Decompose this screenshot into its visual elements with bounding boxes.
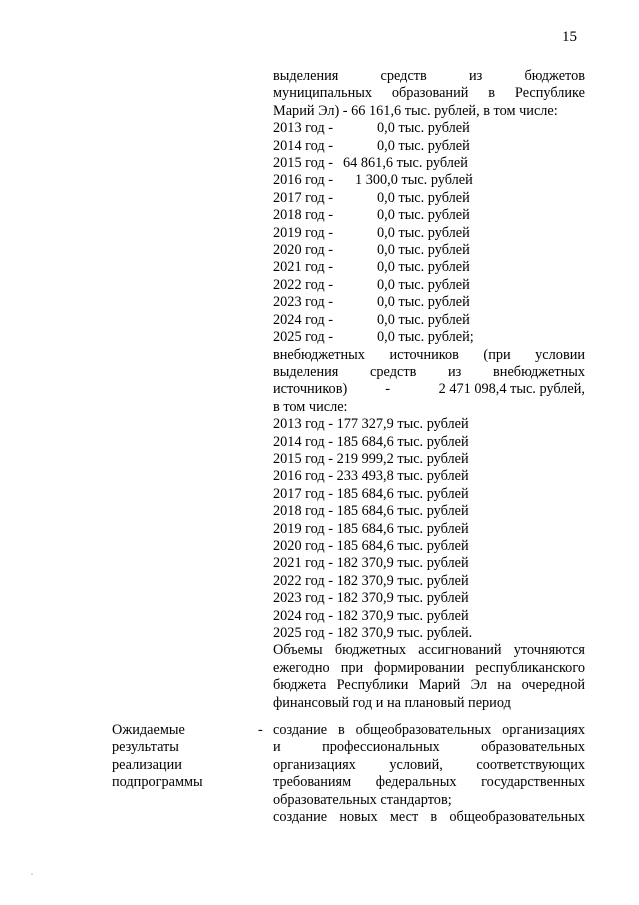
year-amount: 0,0 тыс. рублей bbox=[377, 189, 470, 206]
year-amount: 0,0 тыс. рублей bbox=[377, 259, 470, 276]
label-line: Ожидаемые bbox=[112, 722, 185, 738]
municipal-year-row bbox=[273, 190, 585, 207]
year-amount: 0,0 тыс. рублей bbox=[377, 294, 470, 311]
results-line-1: создание в общеобразовательных организациях bbox=[273, 722, 585, 738]
extrabudget-year-row: 2016 год - 233 493,8 тыс. рублей bbox=[273, 468, 469, 485]
note-line-3: бюджета Республики Марий Эл на очередной bbox=[273, 677, 585, 694]
extrabudget-total: 2 471 098,4 тыс. рублей, bbox=[438, 381, 585, 398]
extrabudget-year-row: 2019 год - 185 684,6 тыс. рублей bbox=[273, 520, 469, 537]
year-amount: 0,0 тыс. рублей bbox=[377, 120, 470, 137]
label-line: результаты bbox=[112, 739, 179, 756]
year-label: 2021 год - bbox=[273, 259, 334, 276]
extrabudget-sources-word: источников) bbox=[273, 381, 348, 398]
results-standards-line: образовательных стандартов; bbox=[273, 791, 452, 808]
municipal-year-row bbox=[273, 259, 585, 276]
year-label: 2024 год - bbox=[273, 311, 334, 328]
municipal-year-row bbox=[273, 172, 585, 189]
results-line-2: и профессиональных образовательных bbox=[273, 739, 585, 756]
results-line-3: организациях условий, соответствующих bbox=[273, 756, 585, 773]
municipal-year-row bbox=[273, 120, 585, 137]
extrabudget-year-row: 2018 год - 185 684,6 тыс. рублей bbox=[273, 503, 469, 520]
year-amount: 0,0 тыс. рублей bbox=[377, 276, 470, 293]
note-line-2: ежегодно при формировании республиканского bbox=[273, 659, 585, 676]
year-label: 2025 год - bbox=[273, 329, 334, 346]
year-label: 2019 год - bbox=[273, 224, 334, 241]
extrabudget-dash: - bbox=[385, 381, 390, 398]
extrabudget-year-row: 2024 год - 182 370,9 тыс. рублей bbox=[273, 607, 469, 624]
municipal-intro-line-1: выделения средств из бюджетов bbox=[273, 68, 585, 84]
extrabudget-year-row: 2020 год - 185 684,6 тыс. рублей bbox=[273, 537, 469, 554]
year-amount: 0,0 тыс. рублей bbox=[377, 207, 470, 224]
results-last-line: создание новых мест в общеобразовательных bbox=[273, 809, 585, 826]
row-separator-dash: - bbox=[258, 722, 263, 738]
year-amount: 64 861,6 тыс. рублей bbox=[343, 155, 468, 172]
municipal-intro-line-2: муниципальных образований в Республике bbox=[273, 85, 585, 102]
municipal-year-row bbox=[273, 242, 585, 259]
municipal-year-row bbox=[273, 294, 585, 311]
year-label: 2022 год - bbox=[273, 276, 334, 293]
expected-results-label bbox=[112, 722, 242, 792]
page-number: 15 bbox=[562, 29, 577, 45]
scan-speck bbox=[31, 873, 33, 875]
results-line-4: требованиям федеральных государственных bbox=[273, 774, 585, 791]
expected-results-text bbox=[273, 722, 585, 826]
extrabudget-total-row bbox=[273, 381, 585, 398]
year-amount: 0,0 тыс. рублей bbox=[377, 311, 470, 328]
extrabudget-year-row: 2022 год - 182 370,9 тыс. рублей bbox=[273, 572, 469, 589]
year-amount: 0,0 тыс. рублей bbox=[377, 242, 470, 259]
extrabudget-year-row: 2017 год - 185 684,6 тыс. рублей bbox=[273, 485, 469, 502]
year-label: 2018 год - bbox=[273, 207, 334, 224]
extrabudget-in-total: в том числе: bbox=[273, 398, 348, 415]
year-label: 2023 год - bbox=[273, 294, 334, 311]
extrabudget-year-list bbox=[273, 416, 585, 642]
year-label: 2015 год - bbox=[273, 155, 334, 172]
municipal-year-row bbox=[273, 329, 585, 346]
municipal-year-row bbox=[273, 277, 585, 294]
extrabudget-line-1: внебюджетных источников (при условии bbox=[273, 346, 585, 363]
note-last-line: финансовый год и на плановый период bbox=[273, 694, 511, 711]
note-line-1: Объемы бюджетных ассигнований уточняются bbox=[273, 642, 585, 659]
year-label: 2013 год - bbox=[273, 120, 334, 137]
extrabudget-year-row: 2013 год - 177 327,9 тыс. рублей bbox=[273, 416, 469, 433]
municipal-year-row bbox=[273, 225, 585, 242]
municipal-year-row bbox=[273, 207, 585, 224]
year-label: 2014 год - bbox=[273, 137, 334, 154]
extrabudget-year-row: 2025 год - 182 370,9 тыс. рублей. bbox=[273, 625, 473, 641]
financing-text-block bbox=[273, 68, 585, 712]
municipal-year-row bbox=[273, 312, 585, 329]
year-label: 2020 год - bbox=[273, 242, 334, 259]
year-label: 2017 год - bbox=[273, 189, 334, 206]
municipal-year-list bbox=[273, 120, 585, 346]
municipal-year-row bbox=[273, 138, 585, 155]
municipal-total-line: Марий Эл) - 66 161,6 тыс. рублей, в том числе: bbox=[273, 102, 558, 119]
extrabudget-line-2: выделения средств из внебюджетных bbox=[273, 363, 585, 380]
municipal-year-row bbox=[273, 155, 585, 172]
extrabudget-year-row: 2014 год - 185 684,6 тыс. рублей bbox=[273, 433, 469, 450]
year-amount: 0,0 тыс. рублей; bbox=[377, 329, 474, 346]
extrabudget-year-row: 2021 год - 182 370,9 тыс. рублей bbox=[273, 555, 469, 572]
label-line: подпрограммы bbox=[112, 774, 203, 791]
year-amount: 0,0 тыс. рублей bbox=[377, 224, 470, 241]
extrabudget-year-row: 2015 год - 219 999,2 тыс. рублей bbox=[273, 450, 469, 467]
label-line: реализации bbox=[112, 756, 182, 773]
year-amount: 0,0 тыс. рублей bbox=[377, 137, 470, 154]
extrabudget-year-row: 2023 год - 182 370,9 тыс. рублей bbox=[273, 590, 469, 607]
year-label: 2016 год - bbox=[273, 172, 334, 189]
year-amount: 1 300,0 тыс. рублей bbox=[355, 172, 473, 189]
